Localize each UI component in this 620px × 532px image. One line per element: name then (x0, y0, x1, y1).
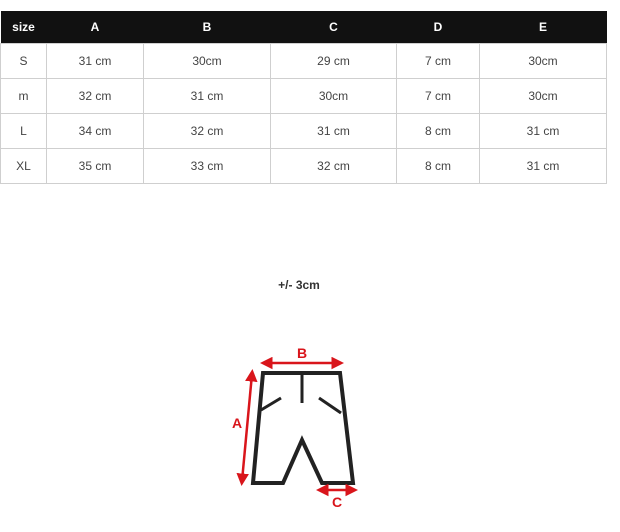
cell-c: 32 cm (271, 149, 397, 184)
cell-a: 31 cm (47, 44, 144, 79)
cell-b: 32 cm (144, 114, 271, 149)
cell-b: 31 cm (144, 79, 271, 114)
cell-c: 29 cm (271, 44, 397, 79)
cell-size: L (1, 114, 47, 149)
right-pocket (319, 398, 341, 413)
cell-c: 31 cm (271, 114, 397, 149)
cell-b: 33 cm (144, 149, 271, 184)
label-c: C (331, 494, 343, 510)
cell-a: 34 cm (47, 114, 144, 149)
left-pocket (261, 398, 281, 410)
header-b: B (144, 11, 271, 44)
cell-e: 30cm (480, 44, 607, 79)
cell-d: 7 cm (397, 79, 480, 114)
tolerance-note: +/- 3cm (278, 278, 320, 292)
header-d: D (397, 11, 480, 44)
table-header-row (1, 11, 607, 44)
table-row (1, 149, 607, 184)
cell-e: 31 cm (480, 149, 607, 184)
cell-size: S (1, 44, 47, 79)
cell-e: 30cm (480, 79, 607, 114)
label-b: B (296, 345, 308, 361)
header-a: A (47, 11, 144, 44)
header-size: size (1, 11, 47, 44)
shorts-outline-icon (225, 340, 365, 515)
cell-size: XL (1, 149, 47, 184)
label-a: A (231, 415, 243, 431)
table-row (1, 79, 607, 114)
header-c: C (271, 11, 397, 44)
cell-size: m (1, 79, 47, 114)
cell-d: 8 cm (397, 149, 480, 184)
cell-a: 35 cm (47, 149, 144, 184)
table-row (1, 114, 607, 149)
cell-e: 31 cm (480, 114, 607, 149)
cell-c: 30cm (271, 79, 397, 114)
header-e: E (480, 11, 607, 44)
measurement-diagram (225, 340, 365, 515)
table-row (1, 44, 607, 79)
cell-b: 30cm (144, 44, 271, 79)
cell-d: 7 cm (397, 44, 480, 79)
size-table (0, 11, 607, 184)
cell-d: 8 cm (397, 114, 480, 149)
cell-a: 32 cm (47, 79, 144, 114)
arrow-a (242, 374, 252, 481)
